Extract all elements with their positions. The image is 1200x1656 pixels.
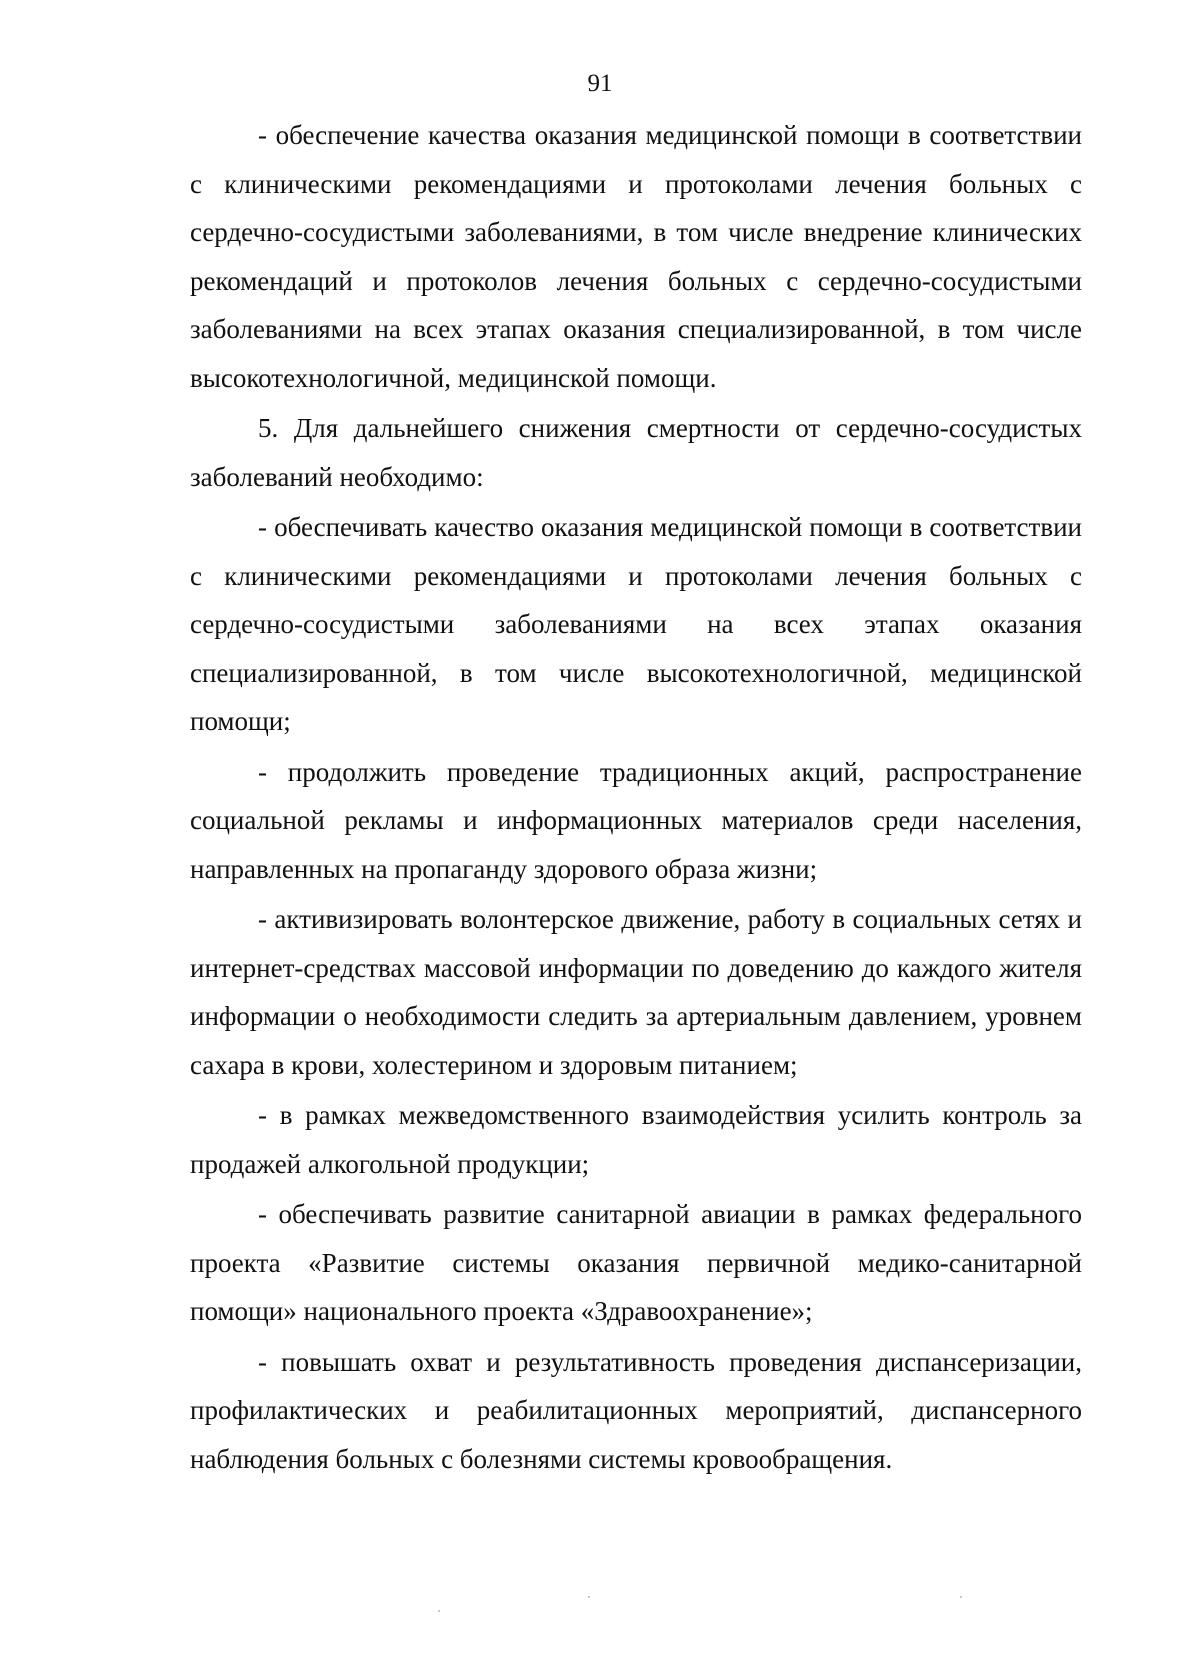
list-item-dispensary: - повышать охват и результативность проведения диспансеризации, профилактических и реабилитационных мероприятий, диспансерного наблюдения больных с болезнями системы кровообращения. xyxy=(190,1346,1082,1474)
list-item-quality-care: - обеспечивать качество оказания медицинской помощи в соответствии с клиническими рекомендациями и протоколами лечения больных с сердечно-сосудистыми заболеваниями на всех этапах оказания специализированной, в том числе высокотехнологичной, медицинской помощи; xyxy=(190,512,1082,736)
scan-speck xyxy=(438,1610,440,1612)
list-item-campaigns: - продолжить проведение традиционных акций, распространение социальной рекламы и информационных материалов среди населения, направленных на пропаганду здорового образа жизни; xyxy=(190,756,1082,884)
list-item-volunteers: - активизировать волонтерское движение, работу в социальных сетях и интернет-средствах массовой информации по доведению до каждого жителя информации о необходимости следить за артериальным давлением, уровнем сахара в крови, холестерином и здоровым питанием; xyxy=(190,904,1082,1080)
list-item-air-ambulance: - обеспечивать развитие санитарной авиации в рамках федерального проекта «Развитие системы оказания первичной медико-санитарной помощи» национального проекта «Здравоохранение»; xyxy=(190,1199,1082,1326)
scan-speck xyxy=(960,1596,962,1598)
paragraph-quality-assurance: - обеспечение качества оказания медицинской помощи в соответствии с клиническими рекомендациями и протоколами лечения больных с сердечно-сосудистыми заболеваниями, в том числе внедрение клинических рекомендаций и протоколов лечения больных с сердечно-сосудистыми заболеваниями на всех этапах оказания специализированной, в том числе высокотехнологичной, медицинской помощи. xyxy=(190,120,1082,393)
paragraph-mortality-reduction: 5. Для дальнейшего снижения смертности от сердечно-сосудистых заболеваний необходимо: xyxy=(190,413,1082,492)
scan-speck xyxy=(588,1596,590,1598)
body-text xyxy=(190,111,1082,1483)
list-item-alcohol-control: - в рамках межведомственного взаимодействия усилить контроль за продажей алкогольной продукции; xyxy=(190,1100,1082,1179)
page-number: 91 xyxy=(587,70,613,97)
